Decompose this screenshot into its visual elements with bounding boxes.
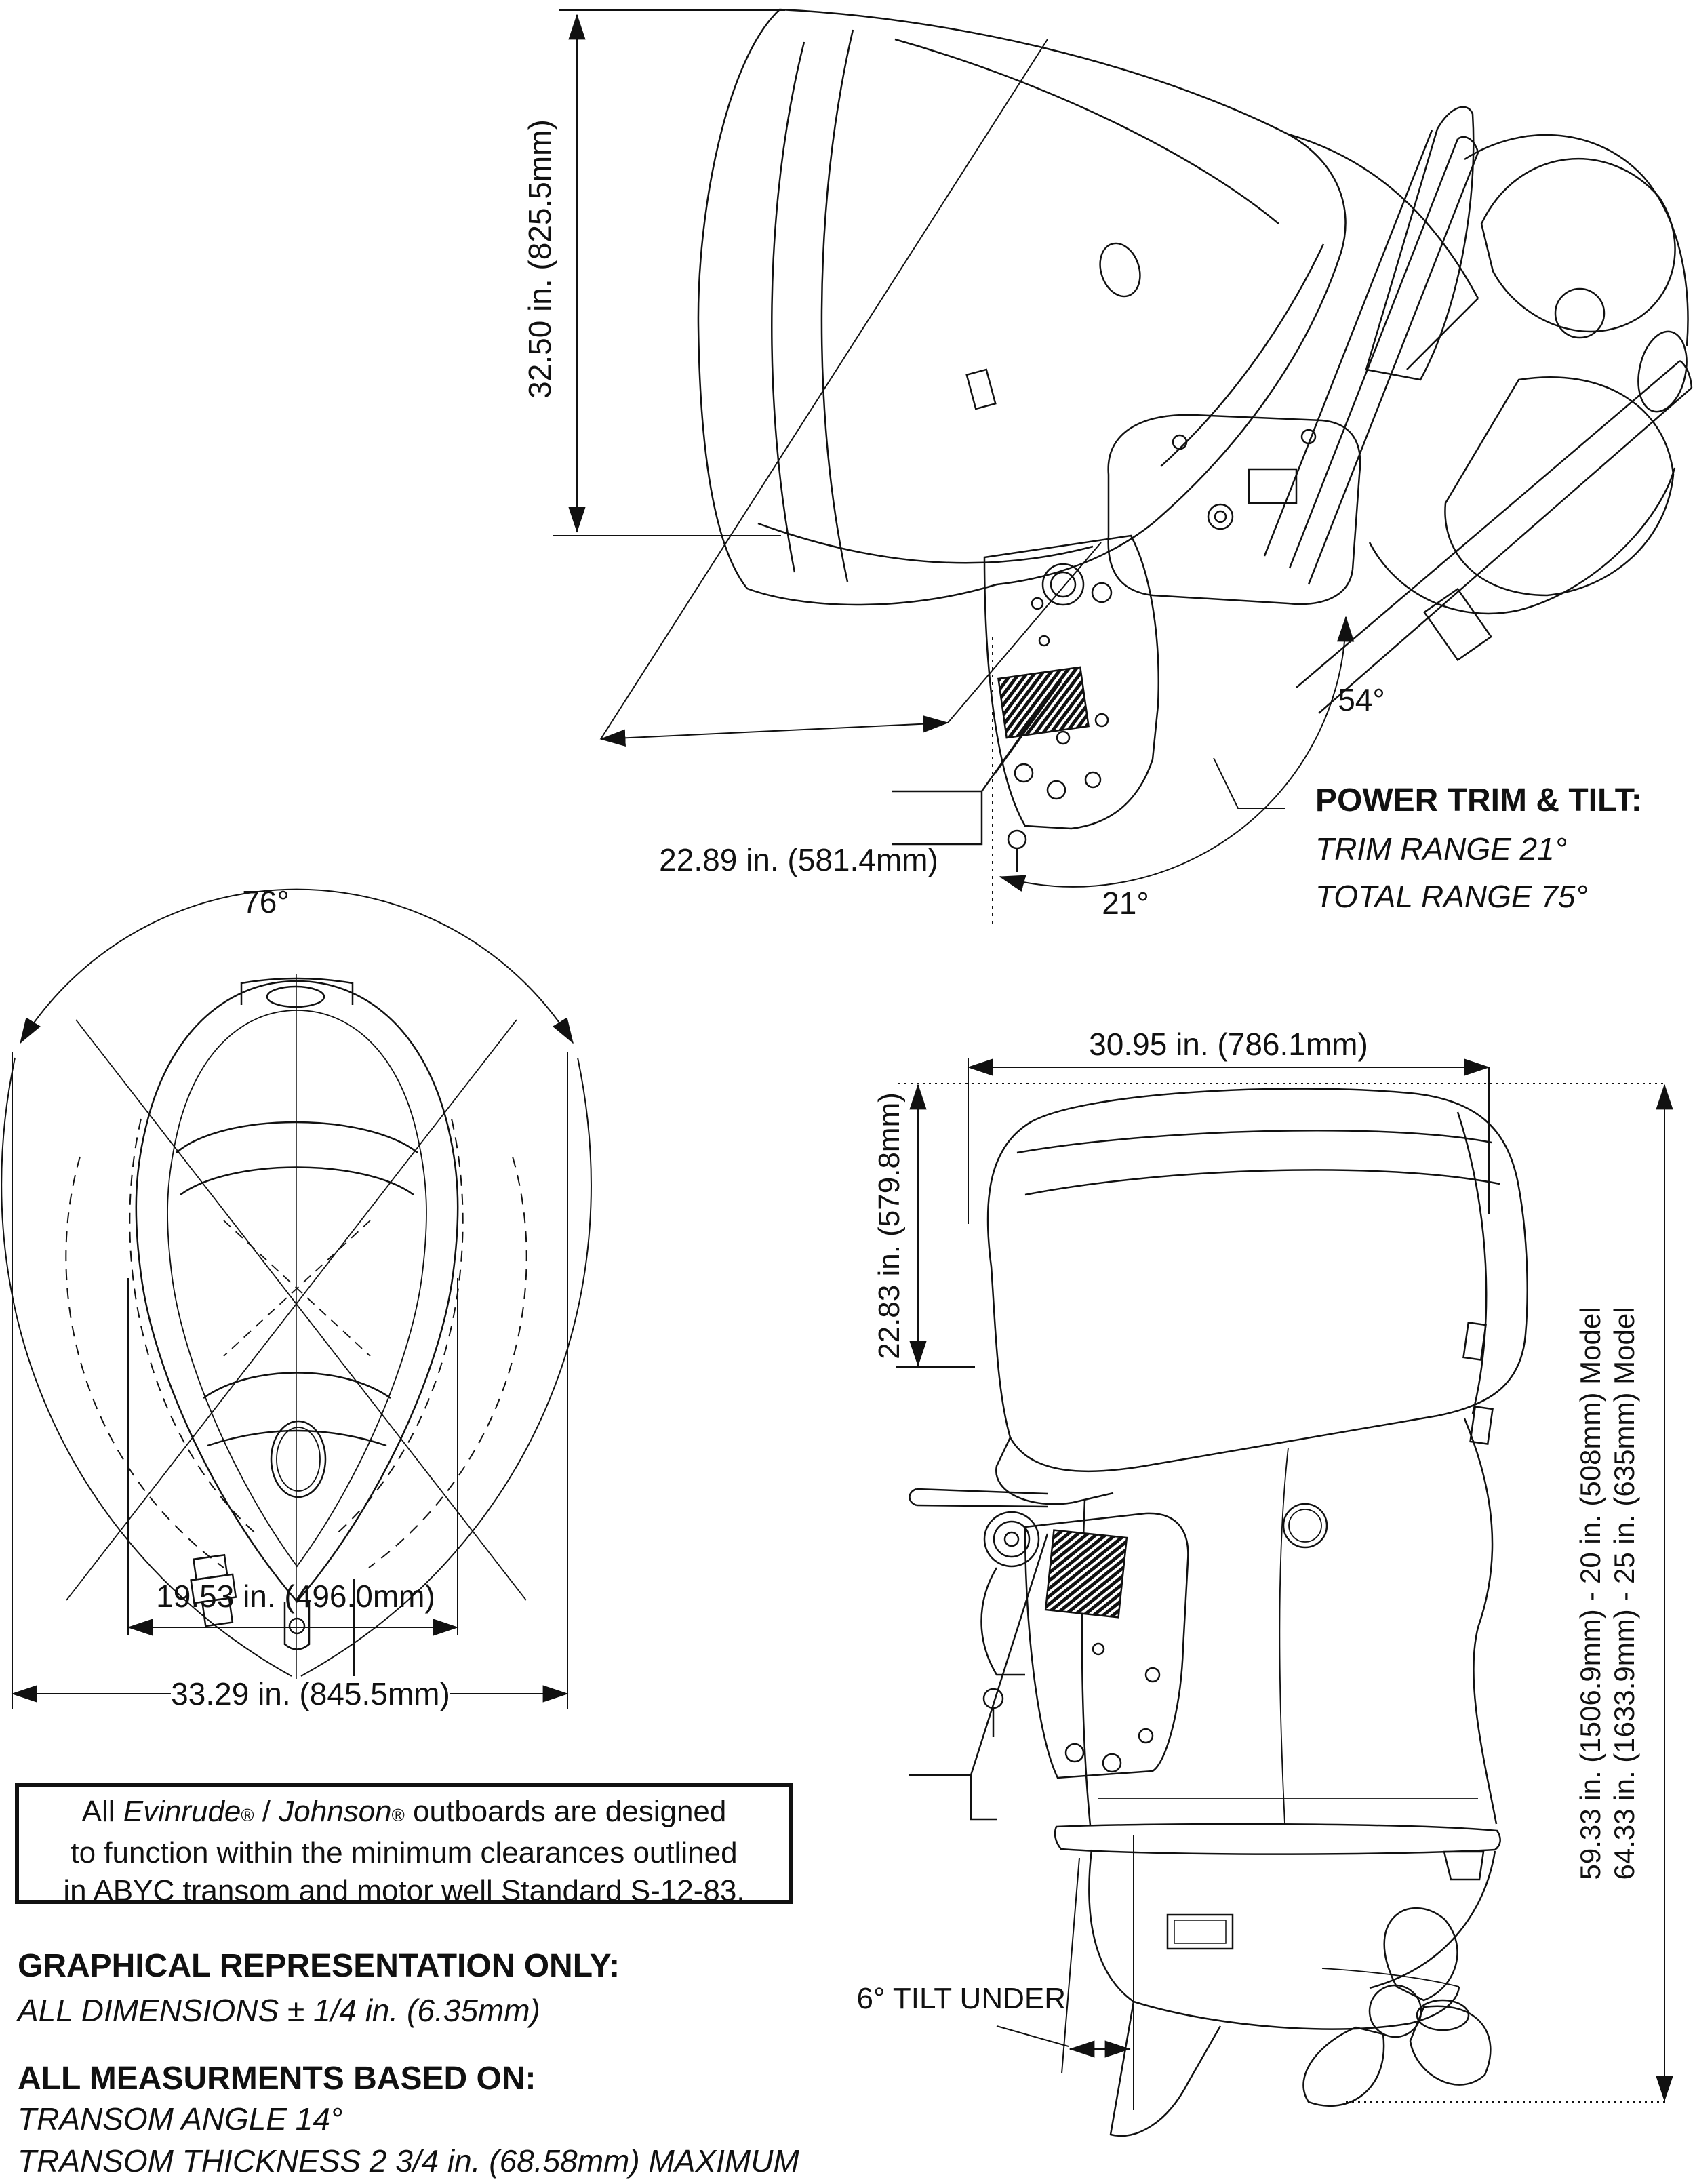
swivel-tube [984, 1512, 1039, 1566]
trim-range-label: TRIM RANGE 21° [1315, 831, 1568, 867]
height-dim-label: 32.50 in. (825.5mm) [522, 119, 557, 399]
tilted-gearcase [1264, 107, 1694, 713]
trim-angle-label: 21° [1102, 886, 1149, 921]
notice-line-3: in ABYC transom and motor well Standard S-12-83. [63, 1874, 745, 1907]
total-range-label: TOTAL RANGE 75° [1315, 879, 1588, 914]
model25-dim-label: 64.33 in. (1633.9mm) - 25 in. (635mm) Model [1608, 1307, 1640, 1880]
steering-angle-label: 76° [242, 884, 290, 919]
upright-warning-label [1045, 1530, 1127, 1618]
top-cowling [136, 978, 458, 1676]
length-dim-label: 30.95 in. (786.1mm) [1089, 1027, 1368, 1062]
tilt-angle-label: 54° [1338, 682, 1385, 717]
transom-angle-note: TRANSOM ANGLE 14° [18, 2101, 343, 2137]
prop-hub [1370, 1985, 1421, 2037]
upright-cowling [988, 1089, 1528, 1505]
model20-dim-label: 59.33 in. (1506.9mm) - 20 in. (508mm) Model [1574, 1307, 1606, 1880]
swing-envelope [1, 974, 591, 1679]
tilt-under-label: 6° TILT UNDER [856, 1982, 1066, 2015]
skeg [1111, 2002, 1220, 2136]
abyc-notice-box [15, 1783, 793, 1907]
clamp-screw [1008, 831, 1026, 848]
tilted-prop-nose [1631, 327, 1693, 416]
notice-line-2: to function within the minimum clearances outlined [71, 1836, 738, 1869]
tilted-side-view [522, 9, 1694, 924]
tilted-prop-blade-lower [1445, 377, 1673, 595]
dimension-tolerance-note: ALL DIMENSIONS ± 1/4 in. (6.35mm) [18, 1993, 540, 2028]
upright-side-view [856, 1027, 1669, 2136]
graphical-representation-heading: GRAPHICAL REPRESENTATION ONLY: [18, 1948, 620, 1984]
tilted-skeg [1366, 107, 1473, 380]
tilted-cowling [698, 9, 1346, 605]
trim-tab [1444, 1852, 1483, 1880]
anti-ventilation-plate [1055, 1824, 1500, 1854]
tilt-under-annotation [997, 1835, 1134, 2110]
propeller [1303, 1908, 1490, 2106]
tilted-warning-label [998, 667, 1088, 738]
prop-nose [1417, 2000, 1469, 2030]
trim-tilt-arc [993, 617, 1346, 924]
dimension-22-83 [896, 1085, 975, 1367]
dimension-30-95 [898, 1058, 1664, 1224]
depth-dim-label: 22.89 in. (581.4mm) [659, 842, 938, 877]
front-grip [241, 978, 353, 1005]
notice-line-1: All Evinrude® / Johnson® outboards are designed [81, 1795, 727, 1828]
top-view [1, 884, 591, 1711]
flywheel-circle [271, 1421, 325, 1497]
tilted-prop-blade-upper [1481, 159, 1675, 332]
swing-width-label: 33.29 in. (845.5mm) [171, 1676, 450, 1711]
tilted-transom-bracket [984, 536, 1159, 872]
power-trim-tilt-title: POWER TRIM & TILT: [1315, 782, 1642, 818]
dimension-22-89 [601, 39, 1101, 739]
transom-thickness-note: TRANSOM THICKNESS 2 3/4 in. (68.58mm) MAXIMUM [18, 2143, 799, 2179]
upright-gearcase [1055, 1798, 1500, 2136]
steering-arm [917, 1489, 1048, 1507]
tilted-vent-plate [1424, 589, 1491, 660]
cowl-height-label: 22.83 in. (579.8mm) [873, 1092, 906, 1359]
cowl-width-label: 19.53 in. (496.0mm) [156, 1579, 435, 1614]
measurements-heading: ALL MEASURMENTS BASED ON: [18, 2061, 536, 2097]
dimension-32-50 [553, 10, 785, 536]
